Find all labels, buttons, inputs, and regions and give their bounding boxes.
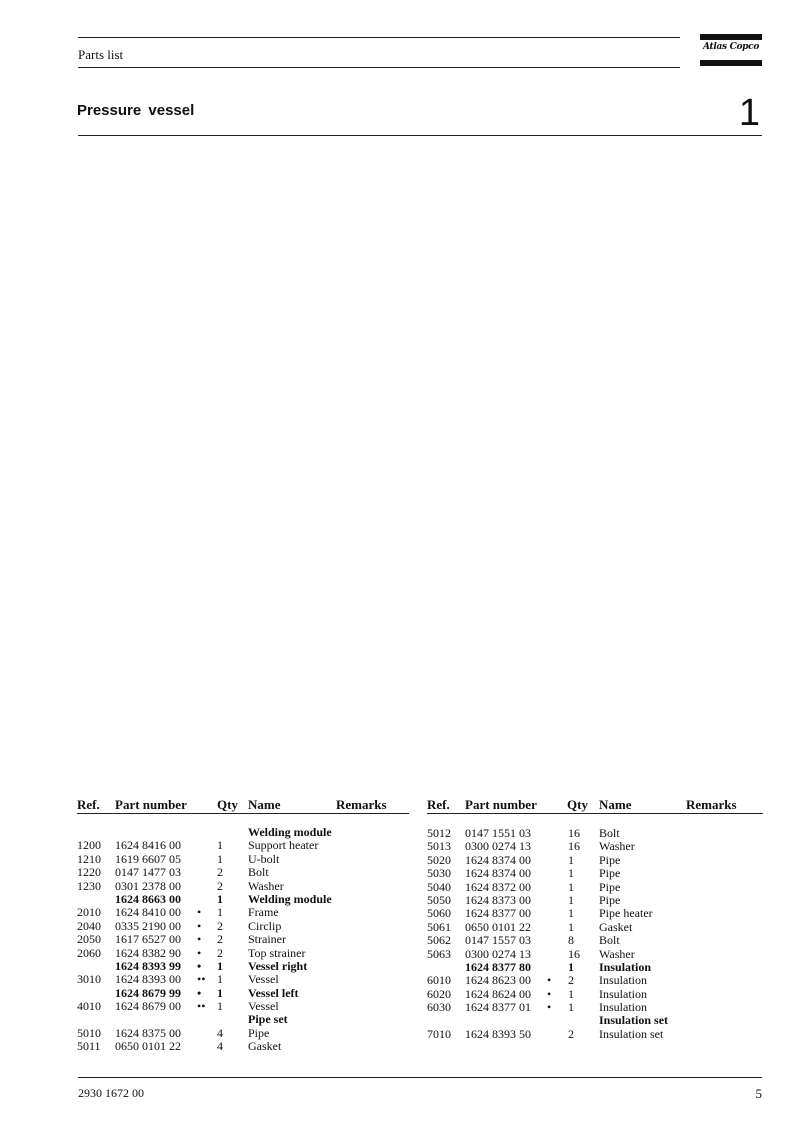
col-header-qty: Qty xyxy=(217,797,238,812)
ref-cell: 5063 xyxy=(427,946,451,961)
qty-cell: 1 xyxy=(217,999,223,1014)
part-number-cell: 1619 6607 05 xyxy=(115,851,181,866)
name-cell: Bolt xyxy=(599,826,620,840)
ref-cell: 4010 xyxy=(77,999,101,1014)
part-number-cell: 1624 8410 00 xyxy=(115,905,181,920)
qty-cell: 1 xyxy=(568,906,574,921)
name-cell: Top strainer xyxy=(248,945,306,960)
qty-cell: 1 xyxy=(217,891,223,906)
part-number-cell: 0300 0274 13 xyxy=(465,946,531,961)
ref-cell: 5013 xyxy=(427,839,451,854)
marker-cell: • xyxy=(197,905,202,920)
part-number-cell: 1624 8393 99 xyxy=(115,958,181,973)
ref-cell: 5050 xyxy=(427,892,451,907)
part-number-cell: 0650 0101 22 xyxy=(115,1039,181,1054)
qty-cell: 2 xyxy=(217,932,223,947)
name-cell: Insulation xyxy=(599,1000,647,1015)
ref-cell: 2050 xyxy=(77,932,101,947)
qty-cell: 1 xyxy=(217,958,223,973)
qty-cell: 1 xyxy=(568,866,574,881)
part-number-cell: 1624 8679 99 xyxy=(115,985,181,1000)
ref-cell: 5011 xyxy=(77,1039,101,1054)
name-cell: Insulation set xyxy=(599,1013,669,1028)
qty-cell: 16 xyxy=(568,826,580,840)
brand-logo xyxy=(700,34,762,66)
col-header-name: Name xyxy=(248,797,281,812)
ref-cell: 1220 xyxy=(77,865,101,880)
qty-cell: 1 xyxy=(568,919,574,934)
qty-cell: 16 xyxy=(568,946,580,961)
ref-cell: 6010 xyxy=(427,973,451,988)
name-cell: Welding module xyxy=(248,891,332,906)
ref-cell: 5060 xyxy=(427,906,451,921)
qty-cell: 2 xyxy=(568,973,574,988)
ref-cell: 1200 xyxy=(77,838,101,853)
qty-cell: 4 xyxy=(217,1039,223,1054)
col-header-part-number: Part number xyxy=(115,797,187,812)
part-number-cell: 0147 1477 03 xyxy=(115,865,181,880)
name-cell: Frame xyxy=(248,905,279,920)
qty-cell: 1 xyxy=(568,879,574,894)
part-number-cell: 1624 8416 00 xyxy=(115,838,181,853)
marker-cell: •• xyxy=(197,999,206,1014)
part-number-cell: 0301 2378 00 xyxy=(115,878,181,893)
part-number-cell: 1624 8374 00 xyxy=(465,852,531,867)
name-cell: Vessel left xyxy=(248,985,299,1000)
name-cell: Washer xyxy=(248,878,284,893)
qty-cell: 4 xyxy=(217,1025,223,1040)
name-cell: Pipe xyxy=(599,866,621,881)
header-rule-top xyxy=(78,37,680,38)
ref-cell: 2040 xyxy=(77,918,101,933)
ref-cell: 5062 xyxy=(427,933,451,948)
qty-cell: 1 xyxy=(217,851,223,866)
ref-cell: 6030 xyxy=(427,1000,451,1015)
marker-cell: • xyxy=(197,958,202,973)
page-number: 5 xyxy=(755,1086,762,1101)
section-number: 1 xyxy=(738,92,760,134)
marker-cell: • xyxy=(197,945,202,960)
qty-cell: 1 xyxy=(568,959,574,974)
col-header-ref: Ref. xyxy=(77,797,100,812)
qty-cell: 1 xyxy=(568,986,574,1001)
part-number-cell: 1624 8624 00 xyxy=(465,986,531,1001)
part-number-cell: 1624 8663 00 xyxy=(115,891,181,906)
ref-cell: 7010 xyxy=(427,1026,451,1041)
brand-logo-text: Atlas Copco xyxy=(702,42,760,52)
qty-cell: 16 xyxy=(568,839,580,854)
name-cell: Pipe xyxy=(248,1025,270,1040)
ref-cell: 1210 xyxy=(77,851,101,866)
col-header-ref: Ref. xyxy=(427,797,450,812)
part-number-cell: 0147 1557 03 xyxy=(465,933,531,948)
part-number-cell: 1624 8374 00 xyxy=(465,866,531,881)
name-cell: Insulation xyxy=(599,986,647,1001)
qty-cell: 1 xyxy=(217,838,223,853)
name-cell: Bolt xyxy=(248,865,269,880)
qty-cell: 1 xyxy=(568,1000,574,1015)
col-header-remarks: Remarks xyxy=(686,797,737,812)
marker-cell: • xyxy=(197,932,202,947)
marker-cell: • xyxy=(547,986,552,1001)
qty-cell: 1 xyxy=(217,905,223,920)
ref-cell: 5010 xyxy=(77,1025,101,1040)
footer-doc-code: 2930 1672 00 xyxy=(78,1086,144,1100)
marker-cell: • xyxy=(547,973,552,988)
ref-cell: 6020 xyxy=(427,986,451,1001)
name-cell: Bolt xyxy=(599,933,620,948)
marker-cell: •• xyxy=(197,972,206,987)
name-cell: Pipe xyxy=(599,892,621,907)
ref-cell: 5061 xyxy=(427,919,451,934)
part-number-cell: 1624 8377 01 xyxy=(465,1000,531,1015)
col-header-remarks: Remarks xyxy=(336,797,387,812)
name-cell: Vessel xyxy=(248,999,279,1014)
qty-cell: 2 xyxy=(217,918,223,933)
name-cell: Washer xyxy=(599,839,635,854)
footer-rule xyxy=(78,1077,762,1078)
name-cell: Pipe xyxy=(599,879,621,894)
qty-cell: 1 xyxy=(568,852,574,867)
marker-cell: • xyxy=(197,918,202,933)
part-number-cell: 1624 8377 00 xyxy=(465,906,531,921)
name-cell: U-bolt xyxy=(248,851,280,866)
name-cell: Vessel right xyxy=(248,958,308,973)
ref-cell: 2010 xyxy=(77,905,101,920)
header-rule-bottom xyxy=(78,67,680,68)
part-number-cell: 0147 1551 03 xyxy=(465,826,531,840)
col-header-qty: Qty xyxy=(567,797,588,812)
part-number-cell: 1624 8679 00 xyxy=(115,999,181,1014)
name-cell: Support heater xyxy=(248,838,319,853)
header-label: Parts list xyxy=(78,47,124,62)
part-number-cell: 1624 8393 50 xyxy=(465,1026,531,1041)
name-cell: Pipe heater xyxy=(599,906,653,921)
qty-cell: 2 xyxy=(217,878,223,893)
name-cell: Vessel xyxy=(248,972,279,987)
part-number-cell: 0650 0101 22 xyxy=(465,919,531,934)
ref-cell: 3010 xyxy=(77,972,101,987)
qty-cell: 1 xyxy=(568,892,574,907)
part-number-cell: 1624 8393 00 xyxy=(115,972,181,987)
qty-cell: 1 xyxy=(217,985,223,1000)
table-header-rule xyxy=(77,813,409,814)
qty-cell: 2 xyxy=(217,945,223,960)
qty-cell: 8 xyxy=(568,933,574,948)
qty-cell: 2 xyxy=(568,1026,574,1041)
ref-cell: 5030 xyxy=(427,866,451,881)
part-number-cell: 0335 2190 00 xyxy=(115,918,181,933)
page-title: Pressure vessel xyxy=(77,102,195,119)
ref-cell: 5012 xyxy=(427,826,451,840)
marker-cell: • xyxy=(547,1000,552,1015)
name-cell: Gasket xyxy=(248,1039,282,1054)
ref-cell: 1230 xyxy=(77,878,101,893)
part-number-cell: 1624 8372 00 xyxy=(465,879,531,894)
name-cell: Strainer xyxy=(248,932,286,947)
part-number-cell: 0300 0274 13 xyxy=(465,839,531,854)
name-cell: Gasket xyxy=(599,919,633,934)
part-number-cell: 1624 8377 80 xyxy=(465,959,531,974)
ref-cell: 2060 xyxy=(77,945,101,960)
name-cell: Insulation xyxy=(599,959,652,974)
name-cell: Insulation xyxy=(599,973,647,988)
name-cell: Insulation set xyxy=(599,1026,664,1041)
part-number-cell: 1617 6527 00 xyxy=(115,932,181,947)
col-header-name: Name xyxy=(599,797,632,812)
name-cell: Pipe set xyxy=(248,1012,288,1027)
qty-cell: 1 xyxy=(217,972,223,987)
marker-cell: • xyxy=(197,985,202,1000)
name-cell: Washer xyxy=(599,946,635,961)
title-rule xyxy=(78,135,762,136)
ref-cell: 5020 xyxy=(427,852,451,867)
part-number-cell: 1624 8623 00 xyxy=(465,973,531,988)
name-cell: Circlip xyxy=(248,918,282,933)
name-cell: Welding module xyxy=(248,825,332,839)
col-header-part-number: Part number xyxy=(465,797,537,812)
table-header-rule xyxy=(427,813,763,814)
part-number-cell: 1624 8382 90 xyxy=(115,945,181,960)
qty-cell: 2 xyxy=(217,865,223,880)
part-number-cell: 1624 8373 00 xyxy=(465,892,531,907)
name-cell: Pipe xyxy=(599,852,621,867)
ref-cell: 5040 xyxy=(427,879,451,894)
part-number-cell: 1624 8375 00 xyxy=(115,1025,181,1040)
